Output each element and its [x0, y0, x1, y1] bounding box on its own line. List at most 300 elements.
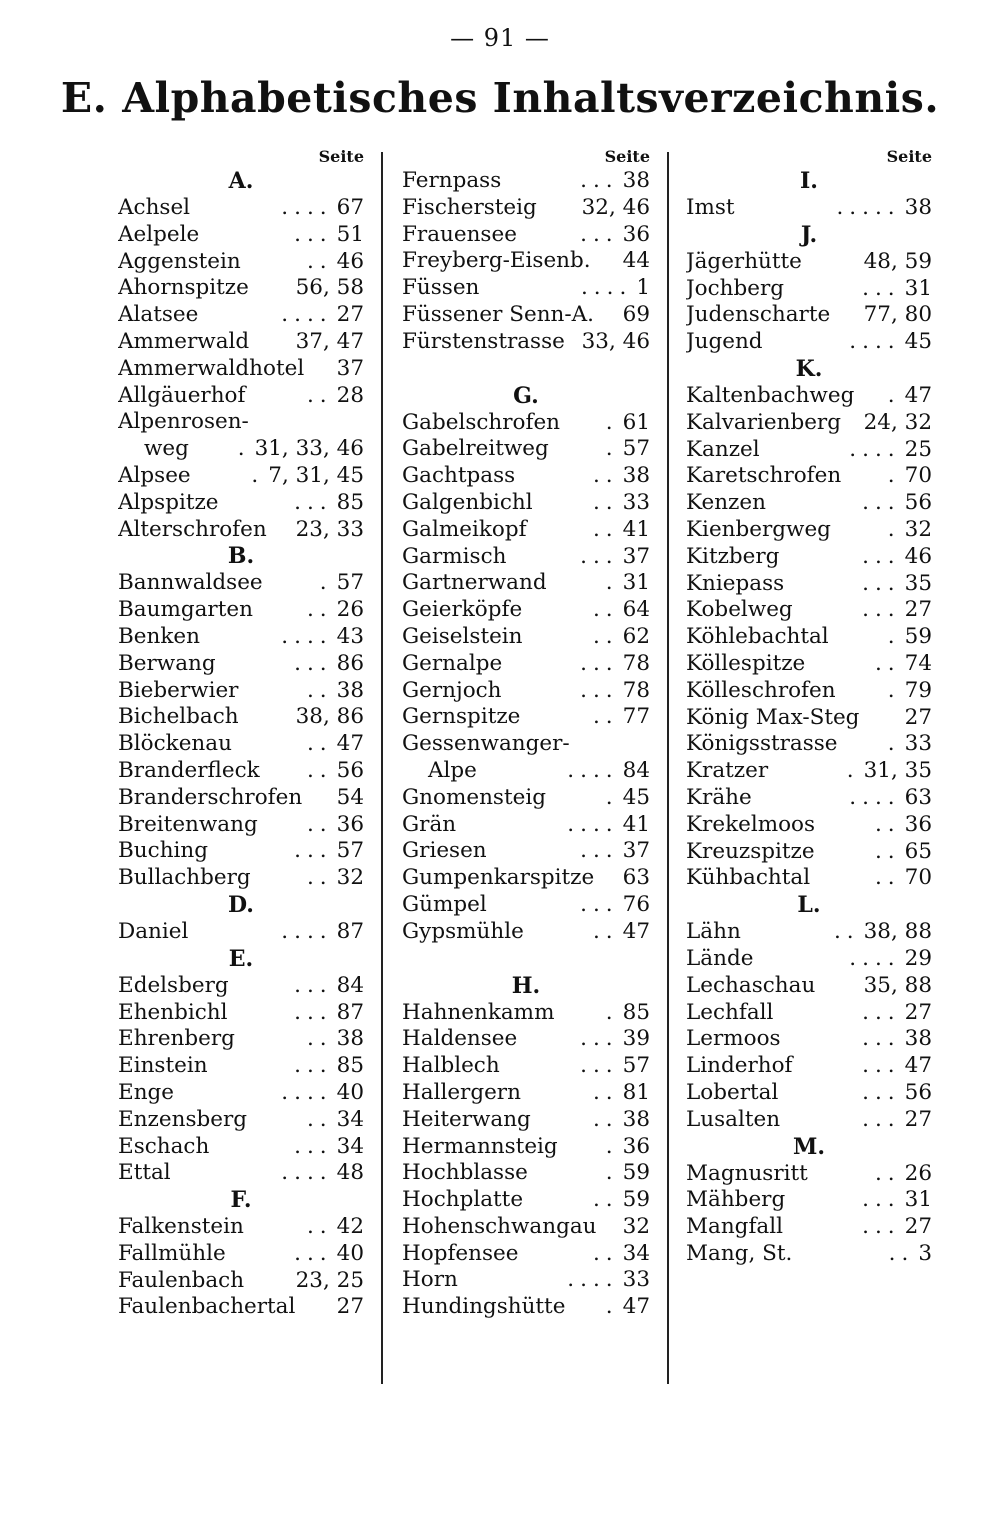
dot-leader: .. — [592, 918, 619, 944]
dot-leader — [267, 517, 292, 544]
dot-leader: .... — [849, 436, 901, 462]
page-refs: 39 — [622, 1026, 650, 1052]
dot-leader: . — [887, 516, 901, 542]
index-entry — [686, 1187, 932, 1214]
page-refs: 29 — [904, 945, 932, 971]
page-refs: 64 — [622, 597, 650, 623]
dot-leader — [830, 302, 859, 329]
page-refs: 45 — [904, 329, 932, 355]
entry-name: Köhlebachtal — [686, 624, 829, 650]
entry-name: Ammerwald — [118, 328, 250, 354]
dot-leader: .. — [592, 489, 619, 515]
dot-leader: ... — [294, 972, 333, 998]
dot-leader: .... — [281, 1160, 333, 1186]
entry-name: Mähberg — [686, 1187, 786, 1213]
index-entry — [402, 302, 650, 329]
page-refs: 65 — [904, 838, 932, 864]
entry-name: Buching — [118, 838, 209, 864]
entry-name: Faulenbachertal — [118, 1294, 296, 1320]
index-entry — [118, 1107, 364, 1134]
page-refs: 38 — [622, 168, 650, 193]
dot-leader — [302, 785, 332, 812]
index-entry — [402, 1187, 650, 1214]
page-refs: 56 — [904, 1079, 932, 1105]
dot-leader: ... — [294, 1133, 333, 1159]
page-refs: 31, 35 — [863, 758, 932, 784]
entry-name: König Max-Steg — [686, 704, 860, 730]
entry-name: Alterschrofen — [118, 516, 267, 542]
index-entry — [118, 1026, 364, 1053]
entry-name: Mang, St. — [686, 1240, 793, 1266]
dot-leader: . — [887, 463, 901, 489]
dot-leader: ... — [862, 999, 901, 1025]
index-entry — [402, 812, 650, 839]
page-refs: 37 — [622, 543, 650, 569]
page-refs: 27 — [904, 597, 932, 623]
page-refs: 78 — [622, 650, 650, 676]
index-entry — [118, 731, 364, 758]
entry-name: Ahornspitze — [118, 275, 249, 301]
page-refs: 69 — [622, 301, 650, 327]
index-entry — [118, 1080, 364, 1107]
page-refs: 24, 32 — [863, 409, 932, 435]
index-entry — [686, 919, 932, 946]
dot-leader: ... — [862, 1106, 901, 1132]
index-entry — [118, 919, 364, 946]
page-refs: 70 — [904, 865, 932, 891]
page-refs: 77 — [622, 704, 650, 730]
index-entry — [118, 973, 364, 1000]
page-refs: 32 — [622, 1213, 650, 1239]
dot-leader: .. — [874, 838, 901, 864]
entry-name: Eschach — [118, 1133, 210, 1159]
entry-name: Gartnerwand — [402, 570, 547, 596]
index-entry — [402, 517, 650, 544]
index-entry — [686, 946, 932, 973]
index-entry — [402, 570, 650, 597]
dot-leader — [591, 248, 619, 275]
page-refs: 27 — [336, 302, 364, 328]
index-entry — [686, 302, 932, 329]
page-refs: 45 — [622, 784, 650, 810]
dot-leader — [597, 1214, 619, 1241]
page-refs: 26 — [336, 597, 364, 623]
dot-leader: .. — [306, 677, 333, 703]
entry-name: Freyberg-Eisenb. — [402, 248, 591, 274]
index-entry — [402, 1214, 650, 1241]
index-entry — [686, 1026, 932, 1053]
dot-leader — [249, 409, 360, 436]
page-refs: 31 — [904, 275, 932, 301]
entry-name: Kniepass — [686, 570, 785, 596]
index-entry — [686, 731, 932, 758]
dot-leader — [594, 302, 619, 329]
entry-name: Hundingshütte — [402, 1294, 566, 1320]
entry-name: Kühbachtal — [686, 865, 811, 891]
column-rule — [667, 152, 669, 1384]
index-entry — [402, 544, 650, 571]
index-entry — [402, 1294, 650, 1321]
index-entry — [402, 597, 650, 624]
index-entry — [686, 812, 932, 839]
index-entry — [686, 463, 932, 490]
entry-name: Jägerhütte — [686, 248, 802, 274]
page-refs: 3 — [918, 1240, 932, 1266]
section-letter: J. — [800, 221, 818, 248]
page-refs: 35 — [904, 570, 932, 596]
section-letter: I. — [800, 168, 818, 194]
page-refs: 87 — [336, 999, 364, 1025]
section-letter: E. — [228, 945, 254, 972]
index-entry — [118, 329, 364, 356]
dot-leader: .. — [306, 248, 333, 274]
entry-name: Königsstrasse — [686, 731, 838, 757]
entry-name: Gabelschrofen — [402, 409, 561, 435]
index-entry — [402, 1000, 650, 1027]
index-entry — [402, 275, 650, 302]
dot-leader: .. — [874, 865, 901, 891]
dot-leader: . — [319, 570, 333, 596]
dot-leader — [239, 704, 292, 731]
section-letter: L. — [797, 892, 821, 919]
index-entry — [402, 678, 650, 705]
index-entry — [402, 1241, 650, 1268]
page-refs: 33 — [622, 489, 650, 515]
entry-name: Breitenwang — [118, 811, 258, 837]
dot-leader: .. — [592, 463, 619, 489]
page-refs: 41 — [622, 811, 650, 837]
index-entry — [118, 865, 364, 892]
index-entry — [118, 1241, 364, 1268]
page-refs: 36 — [622, 1133, 650, 1159]
dot-leader: .. — [592, 1187, 619, 1213]
entry-name: Mangfall — [686, 1214, 783, 1240]
dot-leader: .. — [306, 865, 333, 891]
entry-name: Ehrenberg — [118, 1026, 235, 1052]
dot-leader: .. — [592, 1106, 619, 1132]
entry-name: Hopfensee — [402, 1240, 519, 1266]
entry-name: Jochberg — [686, 275, 784, 301]
page-refs: 85 — [336, 1053, 364, 1079]
page-refs: 27 — [336, 1294, 364, 1320]
dot-leader: ... — [580, 1053, 619, 1079]
entry-name: Krekelmoos — [686, 811, 815, 837]
page-refs: 31 — [622, 570, 650, 596]
page-refs: 38 — [622, 463, 650, 489]
index-entry — [118, 1268, 364, 1295]
page-refs: 27 — [904, 999, 932, 1025]
entry-name: Fernpass — [402, 168, 502, 193]
page-refs: 33, 46 — [581, 328, 650, 354]
index-entry — [402, 731, 650, 758]
dot-leader: .. — [592, 1240, 619, 1266]
page-refs: 76 — [622, 891, 650, 917]
page-refs: 34 — [622, 1240, 650, 1266]
dot-leader — [815, 973, 859, 1000]
page-refs: 38, 88 — [863, 919, 932, 945]
dot-leader: . — [605, 1160, 619, 1186]
page-refs: 74 — [904, 650, 932, 676]
page-refs: 44 — [622, 248, 650, 274]
dot-leader: .... — [849, 945, 901, 971]
entry-name: Hallergern — [402, 1079, 521, 1105]
dot-leader: . — [605, 1294, 619, 1320]
entry-name: Kreuzspitze — [686, 838, 815, 864]
page-refs: 59 — [904, 624, 932, 650]
page-refs — [360, 409, 364, 436]
index-entry — [686, 624, 932, 651]
index-entry — [402, 168, 650, 195]
entry-name: Edelsberg — [118, 972, 229, 998]
page-refs: 46 — [336, 248, 364, 274]
dot-leader — [565, 329, 578, 356]
page-heading: E. Alphabetisches Inhaltsverzeichnis. — [60, 74, 940, 122]
page-refs: 86 — [336, 650, 364, 676]
index-entry — [402, 865, 650, 892]
dot-leader: . — [887, 731, 901, 757]
entry-name: Ehenbichl — [118, 999, 228, 1025]
entry-name: Frauensee — [402, 221, 517, 247]
entry-name: Haldensee — [402, 1026, 518, 1052]
entry-name: Füssen — [402, 275, 480, 301]
dot-leader: .... — [281, 918, 333, 944]
index-entry — [402, 1134, 650, 1161]
page-refs: 87 — [336, 918, 364, 944]
dot-leader: .. — [592, 704, 619, 730]
entry-name: Kratzer — [686, 758, 769, 784]
entry-name: Blöckenau — [118, 731, 232, 757]
dot-leader: .... — [281, 302, 333, 328]
page-refs: 56 — [336, 757, 364, 783]
dot-leader — [537, 195, 578, 222]
entry-name: Magnusritt — [686, 1160, 808, 1186]
page-refs: 48 — [336, 1160, 364, 1186]
index-column-3 — [686, 146, 932, 1268]
index-entry — [118, 1053, 364, 1080]
index-entry — [118, 383, 364, 410]
index-entry — [118, 356, 364, 383]
entry-name: Köllespitze — [686, 650, 806, 676]
seite-header: Seite — [604, 147, 650, 166]
entry-name: Gumpenkarspitze — [402, 865, 595, 891]
page-refs: 59 — [622, 1187, 650, 1213]
page-refs: 63 — [904, 784, 932, 810]
section-letter: D. — [228, 891, 254, 918]
entry-name: Hahnenkamm — [402, 999, 555, 1025]
entry-name: Berwang — [118, 650, 216, 676]
index-entry — [118, 678, 364, 705]
entry-name: Achsel — [118, 195, 191, 220]
entry-name: Enge — [118, 1079, 175, 1105]
entry-name: Karetschrofen — [686, 463, 842, 489]
page-refs: 57 — [336, 570, 364, 596]
page-refs: 38 — [336, 677, 364, 703]
dot-leader — [570, 731, 646, 758]
entry-name: Linderhof — [686, 1053, 793, 1079]
dot-leader: ... — [294, 1053, 333, 1079]
dot-leader: .... — [281, 623, 333, 649]
page-refs: 36 — [904, 811, 932, 837]
dot-leader: .. — [592, 516, 619, 542]
dot-leader: .. — [592, 597, 619, 623]
entry-name: Daniel — [118, 918, 189, 944]
index-entry — [686, 249, 932, 276]
index-entry — [118, 517, 364, 544]
page-refs: 54 — [336, 784, 364, 810]
dot-leader: ... — [580, 891, 619, 917]
page-refs: 81 — [622, 1079, 650, 1105]
entry-name: Alatsee — [118, 302, 199, 328]
entry-name: Enzensberg — [118, 1106, 247, 1132]
entry-name: Geierköpfe — [402, 597, 523, 623]
page-refs: 26 — [904, 1160, 932, 1186]
index-entry — [118, 704, 364, 731]
entry-name: Hohenschwangau — [402, 1213, 597, 1239]
entry-name: Kitzberg — [686, 543, 780, 569]
index-entry — [686, 1214, 932, 1241]
index-entry — [686, 865, 932, 892]
page-refs: 31 — [904, 1187, 932, 1213]
dot-leader: ... — [862, 597, 901, 623]
entry-name: Galmeikopf — [402, 516, 527, 542]
page-refs: 37, 47 — [295, 328, 364, 354]
entry-name: Aggenstein — [118, 248, 241, 274]
entry-name: Hermannsteig — [402, 1133, 558, 1159]
entry-name: Ammerwaldhotel — [118, 355, 305, 381]
index-entry — [686, 758, 932, 785]
dot-leader: ... — [862, 570, 901, 596]
index-entry — [402, 785, 650, 812]
dot-leader: ... — [580, 168, 619, 193]
dot-leader: . — [605, 436, 619, 462]
index-entry — [686, 785, 932, 812]
index-entry — [402, 704, 650, 731]
index-entry — [686, 490, 932, 517]
index-entry — [402, 1107, 650, 1134]
entry-name: Galgenbichl — [402, 489, 533, 515]
column-rule — [381, 152, 383, 1384]
dot-leader: .. — [306, 382, 333, 408]
dot-leader: .. — [592, 623, 619, 649]
index-entry — [118, 195, 364, 222]
entry-name: Fischersteig — [402, 194, 537, 220]
entry-name: Einstein — [118, 1053, 208, 1079]
entry-name: Alpsee — [118, 462, 191, 488]
dot-leader: .... — [281, 195, 333, 220]
index-entry — [686, 705, 932, 732]
page-refs: 33 — [904, 731, 932, 757]
dot-leader: .. — [874, 811, 901, 837]
entry-name: Horn — [402, 1267, 458, 1293]
page-refs: 27 — [904, 704, 932, 730]
section-spacer — [402, 946, 650, 973]
page-refs: 32 — [336, 865, 364, 891]
dot-leader: .. — [306, 1026, 333, 1052]
page-refs: 57 — [622, 1053, 650, 1079]
page-refs: 51 — [336, 221, 364, 247]
index-entry — [402, 1080, 650, 1107]
page-refs: 63 — [622, 865, 650, 891]
page-refs: 37 — [336, 355, 364, 381]
entry-name: Kobelweg — [686, 597, 793, 623]
entry-name: Gernalpe — [402, 650, 503, 676]
entry-name: Jugend — [686, 329, 763, 355]
index-entry — [402, 892, 650, 919]
entry-name: Judenscharte — [686, 302, 831, 328]
dot-leader: .. — [833, 919, 860, 945]
dot-leader: .... — [849, 784, 901, 810]
entry-name: Kanzel — [686, 436, 760, 462]
page-refs: 48, 59 — [863, 248, 932, 274]
dot-leader: ... — [862, 490, 901, 516]
dot-leader: .... — [567, 757, 619, 783]
index-column-1 — [118, 146, 364, 1321]
dot-leader: ... — [294, 1240, 333, 1266]
page-refs: 84 — [622, 757, 650, 783]
page-refs: 34 — [336, 1106, 364, 1132]
index-entry — [686, 973, 932, 1000]
page-refs: 56 — [904, 490, 932, 516]
index-entry — [686, 651, 932, 678]
entry-name: Griesen — [402, 838, 487, 864]
page-refs: 27 — [904, 1214, 932, 1240]
index-entry — [686, 329, 932, 356]
dot-leader: .. — [306, 757, 333, 783]
page-refs: 85 — [336, 489, 364, 515]
dot-leader: .... — [567, 1267, 619, 1293]
page-refs: 32, 46 — [581, 194, 650, 220]
page-refs: 7, 31, 45 — [268, 462, 364, 488]
dot-leader: . — [887, 624, 901, 650]
entry-name: Bullachberg — [118, 865, 251, 891]
page-refs: 38 — [904, 1026, 932, 1052]
page-refs: 1 — [636, 275, 650, 301]
dot-leader: .. — [306, 811, 333, 837]
index-entry — [686, 839, 932, 866]
dot-leader: . — [887, 677, 901, 703]
section-letter: M. — [792, 1133, 825, 1160]
entry-name: Gabelreitweg — [402, 436, 549, 462]
section-spacer — [402, 356, 650, 383]
entry-name: Gachtpass — [402, 463, 516, 489]
entry-name: Lände — [686, 945, 754, 971]
dot-leader: . — [237, 436, 251, 462]
entry-name: weg — [144, 436, 189, 462]
page-refs: 36 — [336, 811, 364, 837]
page-refs: 40 — [336, 1240, 364, 1266]
index-entry — [686, 517, 932, 544]
dot-leader: .... — [567, 811, 619, 837]
page-refs: 32 — [904, 516, 932, 542]
dot-leader: ... — [862, 1079, 901, 1105]
dot-leader — [802, 249, 860, 276]
entry-name: Gypsmühle — [402, 918, 524, 944]
dot-leader: . — [605, 570, 619, 596]
page-refs: 61 — [622, 409, 650, 435]
index-entry — [118, 409, 364, 436]
page-refs: 35, 88 — [863, 972, 932, 998]
index-entry — [686, 276, 932, 303]
section-letter: H. — [511, 972, 541, 999]
dot-leader: ... — [862, 543, 901, 569]
entry-name: Kienbergweg — [686, 516, 831, 542]
page-refs: 62 — [622, 623, 650, 649]
entry-name: Falkenstein — [118, 1214, 244, 1240]
entry-name: Garmisch — [402, 543, 507, 569]
page-refs: 33 — [622, 1267, 650, 1293]
dot-leader: ... — [862, 1053, 901, 1079]
dot-leader: ... — [580, 221, 619, 247]
